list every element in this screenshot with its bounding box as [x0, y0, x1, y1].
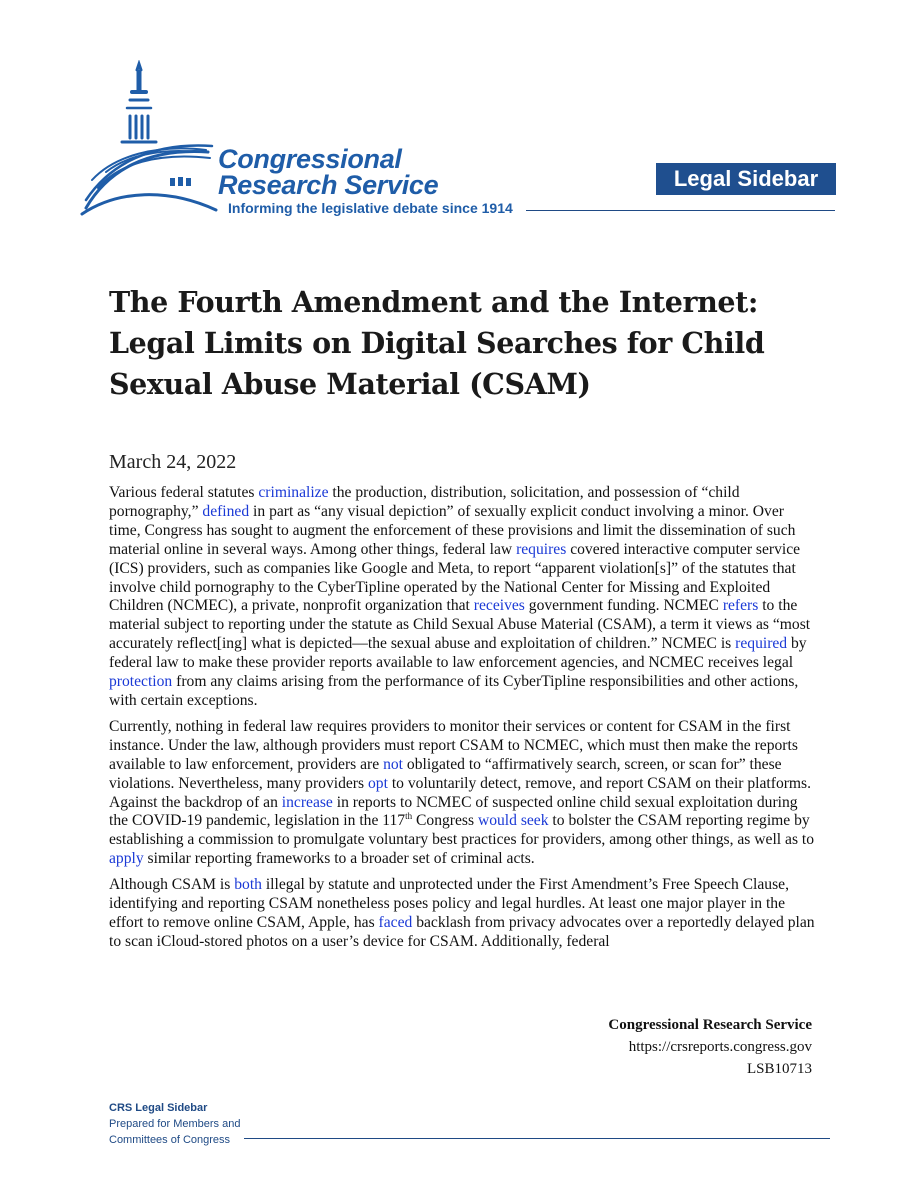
link-opt[interactable]: opt [367, 774, 388, 792]
paragraph-2 [109, 718, 819, 869]
text-run: Currently, nothing in federal law requires providers to monitor their services or content for CSAM in the first instance. Under the law, although providers must report CSAM to NCMEC, which must then make the reports available to law enforcement, providers are [109, 717, 798, 773]
link-receives[interactable]: receives [473, 597, 525, 615]
document-body [109, 484, 819, 959]
link-increase[interactable]: increase [281, 793, 333, 811]
org-name-line2: Research Service [218, 170, 439, 200]
document-title: The Fourth Amendment and the Internet: Legal Limits on Digital Searches for Child Sexual Abuse Material (CSAM) [109, 285, 765, 401]
link-refers[interactable]: refers [722, 597, 759, 615]
legal-sidebar-badge: Legal Sidebar [656, 163, 836, 195]
footer-series-line2: Prepared for Members and [109, 1118, 241, 1130]
org-name-line1: Congressional [218, 144, 402, 174]
link-faced[interactable]: faced [378, 913, 413, 931]
text-run: to the material subject to reporting under the statute as Child Sexual Abuse Material (CSAM), a term it views as “most accurately reflect[ing] what is depicted—the sexual abuse and exploitation of children.” NCMEC is [109, 597, 811, 653]
link-requires[interactable]: requires [516, 540, 567, 558]
header-divider [526, 210, 835, 211]
footer-report-id: LSB10713 [746, 1061, 812, 1077]
text-run: illegal by statute and unprotected under the First Amendment’s Free Speech Clause, identifying and reporting CSAM nonetheless poses policy and legal hurdles. At least one major player in the effort to remove online CSAM, Apple, has [109, 876, 789, 931]
paragraph-1 [109, 484, 819, 711]
link-defined[interactable]: defined [202, 502, 250, 520]
text-run: obligated to “affirmatively search, screen, or scan for” these violations. Nevertheless, many providers [109, 755, 782, 792]
text-run: to bolster the CSAM reporting regime by establishing a commission to promulgate voluntary best practices for providers, among other things, as well as to [109, 812, 815, 849]
link-both[interactable]: both [234, 876, 262, 894]
link-not[interactable]: not [383, 755, 404, 773]
text-run: Various federal statutes [109, 484, 259, 501]
text-run: in reports to NCMEC of suspected online child sexual exploitation during the COVID-19 pandemic, legislation in the 117 [109, 793, 798, 830]
org-name [218, 146, 438, 198]
footer-divider [244, 1138, 830, 1139]
text-run: the production, distribution, solicitation, and possession of “child pornography,” [109, 484, 740, 520]
text-run: in part as “any visual depiction” of sexually explicit conduct involving a minor. Over time, Congress has sought to augment the enforcement of these provisions and limit the dissemination of such material online in several ways. Among other things, federal law [109, 502, 796, 558]
link-would-seek[interactable]: would seek [477, 812, 549, 830]
text-run: government funding. NCMEC [524, 597, 723, 615]
text-run: from any claims arising from the performance of its CyberTipline responsibilities and other actions, with certain exceptions. [109, 673, 799, 709]
capitol-dome-logo-icon [78, 60, 218, 220]
footer-series-line3: Committees of Congress [109, 1134, 231, 1146]
text-run: Congress [412, 812, 478, 830]
footer-publisher [608, 1014, 812, 1080]
link-apply[interactable]: apply [109, 850, 144, 868]
text-run: covered interactive computer service (ICS) providers, such as companies like Google and Meta, to report “apparent violation[s]” of the statutes that involve child pornography to the CyberTipline operated by the National Center for Missing and Exploited Children (NCMEC), a private, nonprofit organization that [109, 540, 801, 615]
org-tagline: Informing the legislative debate since 1914 [228, 200, 513, 216]
footer-series-name: CRS Legal Sidebar [109, 1102, 208, 1114]
text-run: by federal law to make these provider reports available to law enforcement agencies, and NCMEC receives legal [109, 635, 807, 672]
text-run: similar reporting frameworks to a broader set of criminal acts. [143, 850, 535, 868]
paragraph-3 [109, 876, 819, 952]
superscript-th: th [405, 811, 413, 822]
link-criminalize[interactable]: criminalize [258, 484, 329, 501]
text-run: Although CSAM is [109, 876, 235, 894]
text-run: backlash from privacy advocates over a reportedly delayed plan to scan iCloud-stored photos on a user’s device for CSAM. Additionally, federal [109, 913, 815, 950]
footer-series [109, 1100, 240, 1148]
footer-org: Congressional Research Service [608, 1017, 812, 1033]
link-protection[interactable]: protection [109, 673, 173, 691]
text-run: to voluntarily detect, remove, and report CSAM on their platforms. Against the backdrop of an [109, 774, 812, 811]
link-required[interactable]: required [735, 635, 788, 653]
document-date: March 24, 2022 [109, 451, 237, 473]
footer-url[interactable]: https://crsreports.congress.gov [628, 1039, 812, 1055]
